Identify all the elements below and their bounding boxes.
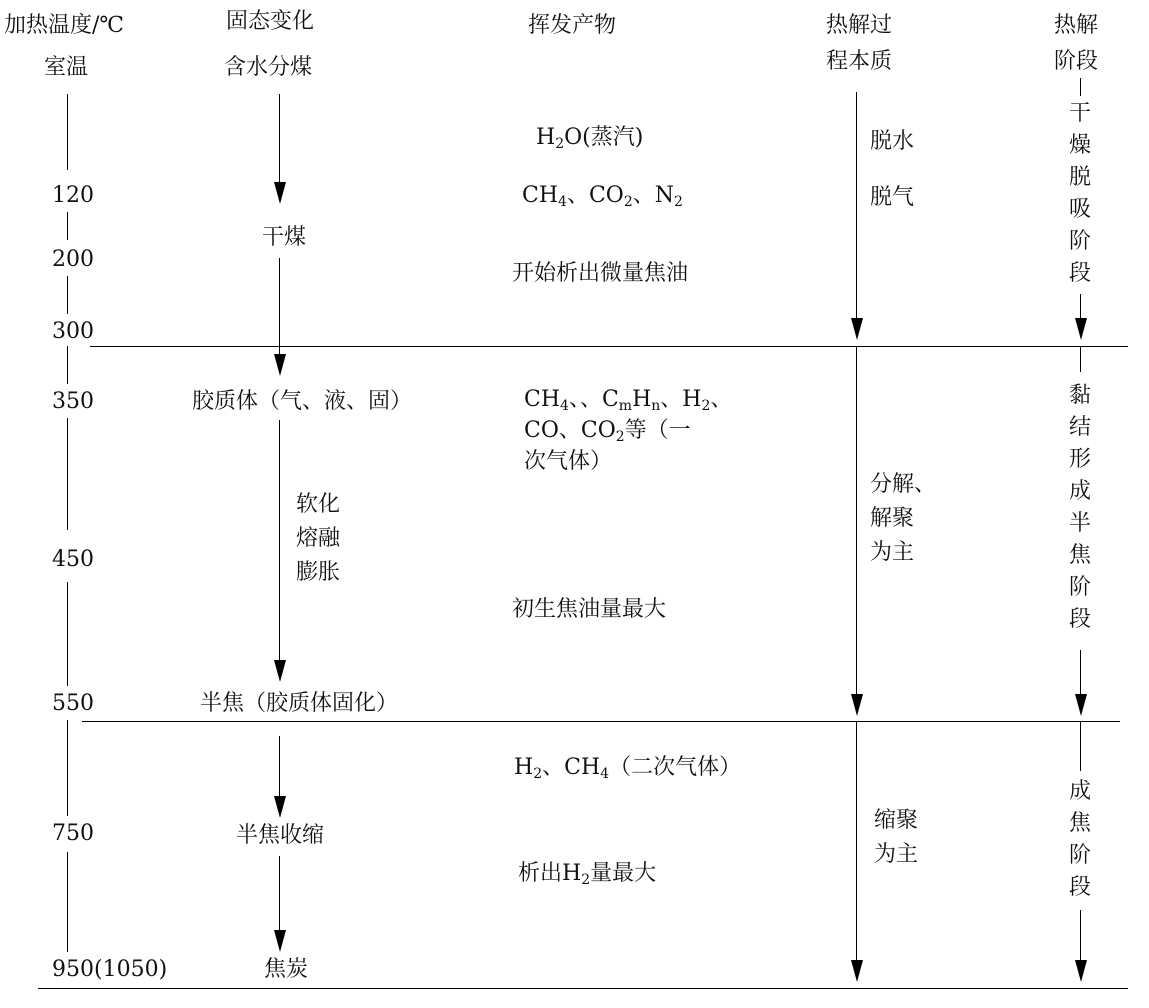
- separator-bottom: [38, 988, 1128, 989]
- header-nature-line2: 程本质: [826, 49, 893, 74]
- volatile-sub: 4: [600, 766, 610, 782]
- solid-semicoke-shrink: 半焦收缩: [236, 823, 325, 848]
- temp-axis-segment: [67, 346, 68, 384]
- volatile-sub: 2: [701, 398, 711, 414]
- solid-arrow-shaft: [279, 420, 280, 660]
- header-solid-state: 固态变化: [226, 9, 315, 34]
- temp-room: 室温: [44, 55, 89, 80]
- solid-softening-line: 膨胀: [296, 560, 341, 585]
- temp-axis-segment: [67, 212, 68, 240]
- temp-550: 550: [52, 691, 94, 716]
- header-volatile-products: 挥发产物: [528, 13, 617, 38]
- solid-arrow-shaft: [279, 258, 280, 354]
- stage-arrow-shaft: [1080, 294, 1081, 318]
- solid-plastic-mass: 胶质体（气、液、固）: [192, 389, 413, 414]
- volatile-primary-gas: [524, 384, 732, 477]
- volatile-sub: 2: [623, 194, 633, 210]
- nature-condensation: [874, 804, 918, 872]
- volatile-text: CH: [524, 387, 561, 412]
- header-nature-line1: 热解过: [826, 13, 893, 38]
- solid-arrow-shaft: [279, 856, 280, 932]
- volatile-primary-line: [524, 415, 732, 446]
- temp-axis-segment: [67, 582, 68, 686]
- stage-arrow-head: [1075, 960, 1087, 982]
- stage-coking: 成焦阶段: [1068, 779, 1091, 900]
- temp-950: 950(1050): [52, 957, 168, 982]
- solid-arrow-head: [274, 796, 286, 818]
- volatile-text: CO、CO: [524, 418, 616, 443]
- separator-300: [90, 346, 1128, 347]
- nature-condense-line: 缩聚: [874, 808, 919, 833]
- header-temperature: 加热温度/℃: [4, 13, 125, 38]
- volatile-primary-line: 次气体）: [524, 449, 613, 474]
- volatile-tar-start: 开始析出微量焦油: [512, 261, 689, 286]
- volatile-tar-max: 初生焦油量最大: [512, 597, 667, 622]
- stage-arrow-head: [1075, 694, 1087, 716]
- temp-axis-segment: [67, 852, 68, 952]
- nature-dehydration: 脱水: [870, 129, 915, 154]
- solid-arrow-head: [274, 354, 286, 376]
- temp-300: 300: [52, 319, 94, 344]
- volatile-steam-rest: O(蒸汽): [564, 125, 644, 150]
- nature-arrow-head: [851, 960, 863, 982]
- solid-arrow-shaft: [279, 736, 280, 798]
- solid-softening: [296, 488, 340, 590]
- header-stage-line1: 热解: [1054, 13, 1099, 38]
- solid-arrow-head: [274, 930, 286, 952]
- temp-450: 450: [52, 547, 94, 572]
- separator-550: [82, 721, 1120, 722]
- temp-200: 200: [52, 247, 94, 272]
- solid-arrow-head: [274, 660, 286, 682]
- stage-arrow-shaft: [1080, 78, 1081, 96]
- nature-arrow-shaft: [856, 721, 857, 961]
- solid-arrow-shaft: [279, 94, 280, 182]
- volatile-steam: [536, 124, 643, 152]
- solid-wet-coal: 含水分煤: [224, 55, 313, 80]
- temp-750: 750: [52, 821, 94, 846]
- volatile-text: CH: [522, 183, 559, 208]
- volatile-text: （二次气体）: [609, 755, 742, 780]
- volatile-text: 量最大: [590, 861, 657, 886]
- nature-arrow-head: [851, 694, 863, 716]
- stage-arrow-head: [1075, 318, 1087, 340]
- stage-bonding-semicoke: 黏结形成半焦阶段: [1068, 383, 1091, 632]
- volatile-sub: 4: [558, 194, 567, 210]
- volatile-sub: 2: [581, 872, 591, 888]
- volatile-secondary-gas: [514, 754, 741, 782]
- volatile-ch4-co2-n2: [522, 182, 683, 210]
- volatile-text: 、、C: [568, 387, 619, 412]
- volatile-sub: n: [651, 398, 661, 414]
- volatile-steam-h: H: [536, 125, 556, 150]
- volatile-text: 、CO: [566, 183, 624, 208]
- nature-decomp-line: 解聚: [870, 506, 915, 531]
- nature-decomp-line: 分解、: [870, 472, 937, 497]
- temp-350: 350: [52, 389, 94, 414]
- stage-drying-desorption: 干燥脱吸阶段: [1068, 101, 1091, 286]
- nature-arrow-shaft: [856, 92, 857, 318]
- temp-axis-segment: [67, 418, 68, 530]
- volatile-sub: 2: [674, 194, 683, 210]
- volatile-h2-max: [518, 860, 656, 888]
- solid-coke: 焦炭: [264, 957, 309, 982]
- solid-softening-line: 熔融: [296, 526, 341, 551]
- volatile-sub: 2: [533, 766, 543, 782]
- nature-condense-line: 为主: [874, 842, 919, 867]
- temp-axis-segment: [67, 94, 68, 170]
- volatile-primary-line: [524, 384, 732, 415]
- volatile-text: 析出H: [518, 861, 582, 886]
- volatile-sub: m: [618, 398, 633, 414]
- volatile-steam-sub: 2: [555, 136, 565, 152]
- volatile-text: 等（一: [624, 418, 691, 443]
- stage-arrow-shaft: [1080, 650, 1081, 694]
- nature-decomp-line: 为主: [870, 540, 915, 565]
- stage-arrow-shaft: [1080, 910, 1081, 960]
- temp-axis-segment: [67, 720, 68, 816]
- volatile-text: 、: [710, 387, 733, 412]
- solid-semicoke: 半焦（胶质体固化）: [200, 691, 399, 716]
- volatile-text: 、CH: [542, 755, 601, 780]
- temp-120: 120: [52, 183, 94, 208]
- nature-arrow-shaft: [856, 346, 857, 694]
- volatile-text: H: [632, 387, 652, 412]
- solid-dry-coal: 干煤: [262, 225, 307, 250]
- volatile-sub: 2: [615, 429, 625, 445]
- nature-arrow-head: [851, 318, 863, 340]
- volatile-text: H: [514, 755, 534, 780]
- solid-softening-line: 软化: [296, 492, 341, 517]
- nature-degassing: 脱气: [870, 185, 915, 210]
- stage-arrow-shaft: [1080, 346, 1081, 372]
- volatile-text: 、H: [660, 387, 702, 412]
- volatile-text: 、N: [632, 183, 675, 208]
- volatile-sub: 4: [560, 398, 569, 414]
- nature-decomposition: [870, 468, 936, 570]
- solid-arrow-head: [274, 182, 286, 204]
- temp-axis-segment: [67, 276, 68, 314]
- header-stage-line2: 阶段: [1054, 49, 1099, 74]
- stage-arrow-shaft: [1080, 721, 1081, 771]
